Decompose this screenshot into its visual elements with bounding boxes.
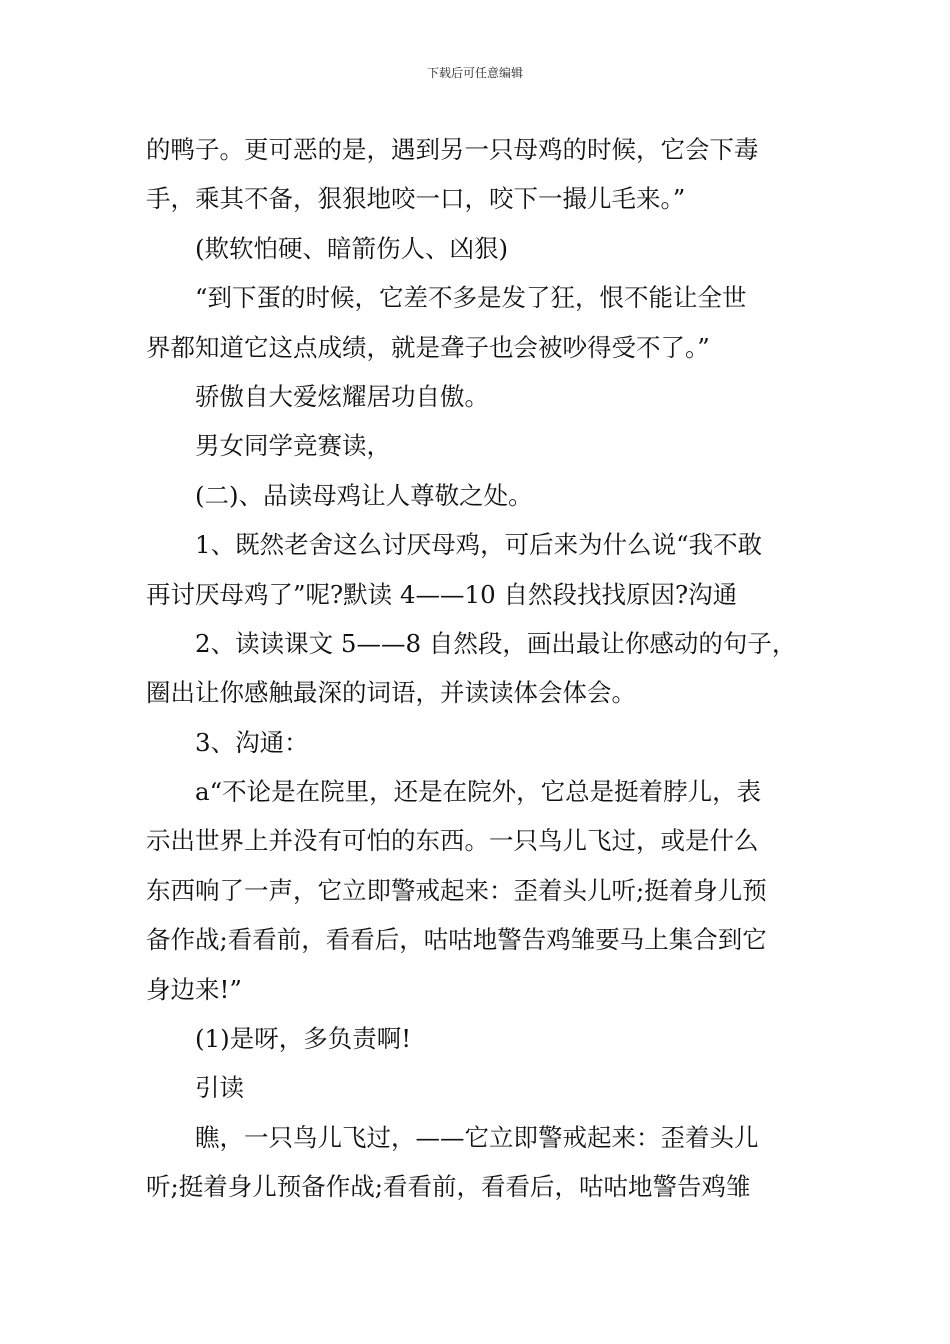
text-line: 界都知道它这点成绩，就是聋子也会被吵得受不了。” — [146, 332, 710, 362]
text-line: (欺软怕硬、暗箭伤人、凶狠) — [195, 233, 509, 263]
text-line: 身边来!” — [146, 974, 242, 1004]
document-body — [146, 125, 810, 1212]
text-line: “到下蛋的时候，它差不多是发了狂，恨不能让全世 — [195, 283, 747, 313]
text-line: 2、读读课文 5——8 自然段，画出最让你感动的句子， — [195, 628, 797, 658]
text-line: 3、沟通： — [195, 727, 309, 757]
text-line: 东西响了一声，它立即警戒起来：歪着头儿听;挺着身儿预 — [146, 875, 767, 905]
text-line: 备作战;看看前，看看后，咕咕地警告鸡雏要马上集合到它 — [146, 925, 767, 955]
text-line: 再讨厌母鸡了”呢?默读 4——10 自然段找找原因?沟通 — [146, 579, 738, 609]
text-line: 手，乘其不备，狠狠地咬一口，咬下一撮儿毛来。” — [146, 184, 686, 214]
text-line: 的鸭子。更可恶的是，遇到另一只母鸡的时候，它会下毒 — [146, 135, 759, 164]
text-line: 圈出让你感触最深的词语，并读读体会体会。 — [146, 678, 636, 708]
text-line: 男女同学竞赛读， — [195, 431, 391, 461]
section-heading: (二)、品读母鸡让人尊敬之处。 — [195, 480, 533, 510]
text-line: (1)是呀，多负责啊! — [195, 1024, 412, 1054]
text-line: 示出世界上并没有可怕的东西。一只鸟儿飞过，或是什么 — [146, 826, 759, 856]
text-line: a“不论是在院里，还是在院外，它总是挺着脖儿，表 — [195, 777, 762, 807]
text-line: 瞧，一只鸟儿飞过，——它立即警戒起来：歪着头儿 — [195, 1122, 759, 1152]
text-line: 骄傲自大爱炫耀居功自傲。 — [195, 381, 489, 411]
text-line: 听;挺着身儿预备作战;看看前，看看后，咕咕地警告鸡雏 — [146, 1172, 751, 1202]
page-header: 下载后可任意编辑 — [426, 66, 523, 80]
text-line: 1、既然老舍这么讨厌母鸡，可后来为什么说“我不敢 — [195, 530, 763, 560]
text-line: 引读 — [195, 1073, 244, 1103]
